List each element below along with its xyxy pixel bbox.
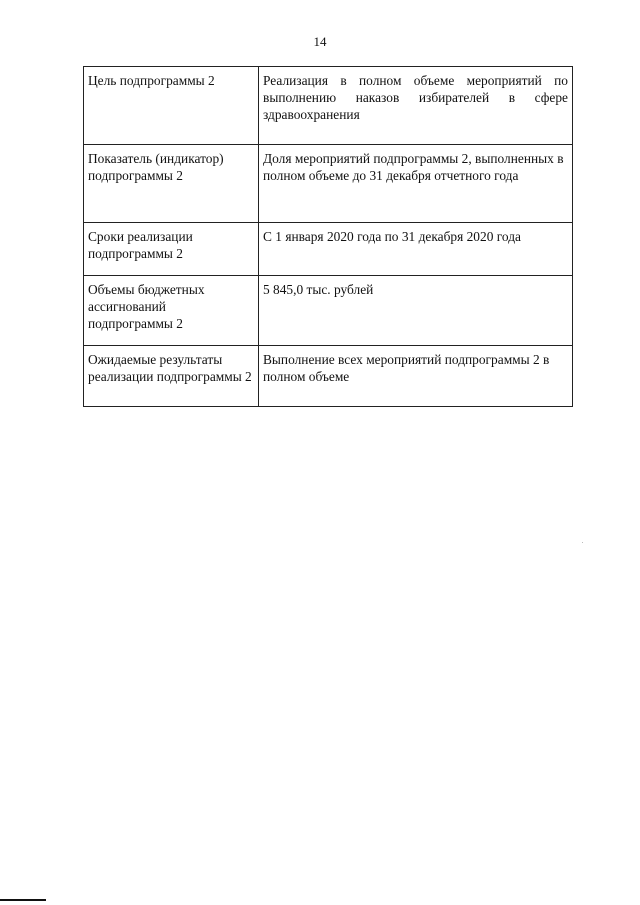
page-number: 14 <box>313 34 327 49</box>
row-value: С 1 января 2020 года по 31 декабря 2020 года <box>259 223 573 276</box>
scan-speck <box>582 542 583 543</box>
table-row <box>84 346 573 407</box>
subprogram-passport-table <box>83 66 573 407</box>
bottom-rule <box>0 899 46 901</box>
row-value: 5 845,0 тыс. рублей <box>259 276 573 346</box>
row-value: Доля мероприятий подпрограммы 2, выполненных в полном объеме до 31 декабря отчетного года <box>259 145 573 223</box>
table-row <box>84 145 573 223</box>
row-label: Ожидаемые результаты реализации подпрограммы 2 <box>84 346 259 407</box>
row-label: Сроки реализации подпрограммы 2 <box>84 223 259 276</box>
row-value: Выполнение всех мероприятий подпрограммы 2 в полном объеме <box>259 346 573 407</box>
table-row <box>84 67 573 145</box>
row-label: Объемы бюджетных ассигнований подпрограммы 2 <box>84 276 259 346</box>
table-row <box>84 276 573 346</box>
row-label: Цель подпрограммы 2 <box>84 67 259 145</box>
table-row <box>84 223 573 276</box>
row-label: Показатель (индикатор) подпрограммы 2 <box>84 145 259 223</box>
row-value: Реализация в полном объеме мероприятий по выполнению наказов избирателей в сфере здравоохранения <box>259 67 573 145</box>
